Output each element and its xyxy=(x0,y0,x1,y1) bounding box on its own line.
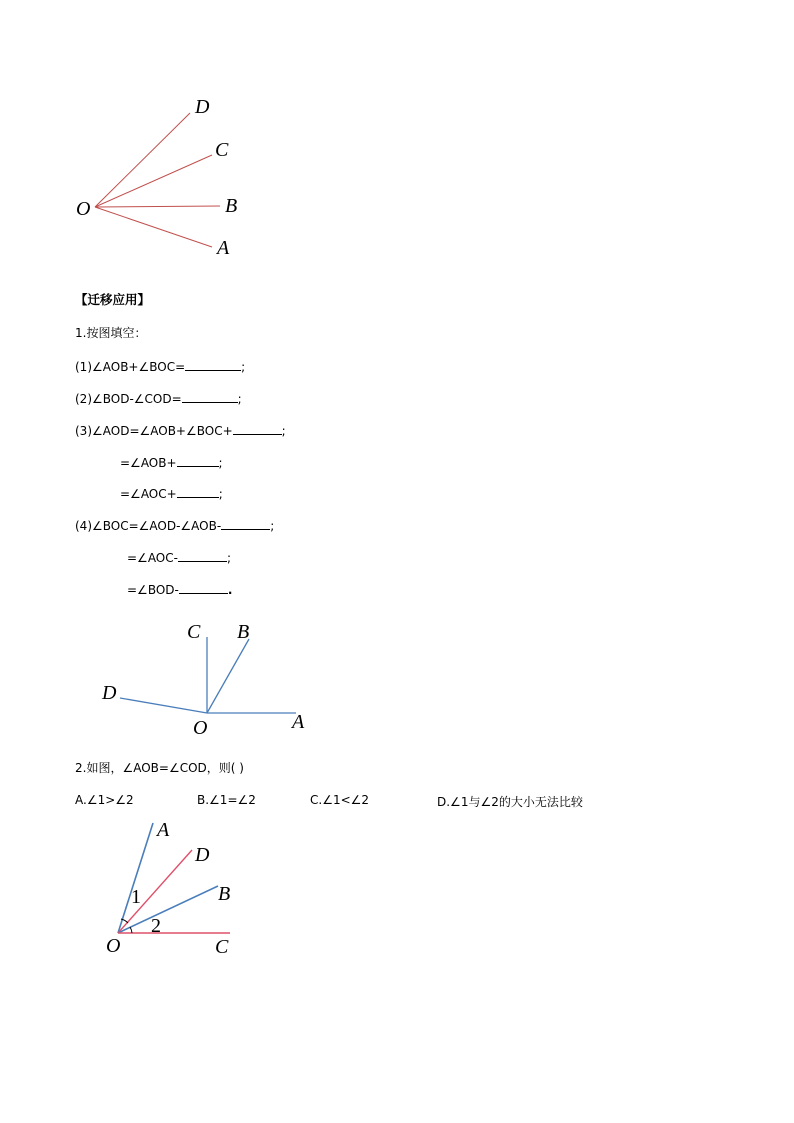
q1-item-3-end: ; xyxy=(281,424,286,438)
label-b: B xyxy=(237,621,250,643)
q1-item-2-end: ; xyxy=(237,392,242,406)
label-b: B xyxy=(218,883,231,905)
label-c: C xyxy=(215,936,229,958)
label-c: C xyxy=(187,621,201,643)
answer-blank-8[interactable] xyxy=(179,581,228,594)
ray-oa xyxy=(95,207,212,247)
label-d: D xyxy=(102,682,117,704)
q1-item-8-end: . xyxy=(227,583,233,597)
label-c: C xyxy=(215,139,229,161)
q1-item-5-end: ; xyxy=(218,487,223,501)
label-o: O xyxy=(76,198,91,220)
ray-od xyxy=(120,698,207,713)
answer-blank-4[interactable] xyxy=(177,454,219,467)
answer-blank-5[interactable] xyxy=(177,485,219,498)
q1-title: 1.按图填空： xyxy=(75,326,147,340)
q1-item-6-end: ; xyxy=(270,519,275,533)
q1-item-8-text: =∠BOD- xyxy=(127,583,179,597)
label-o: O xyxy=(106,935,121,957)
ray-ob xyxy=(207,639,249,713)
q1-item-5 xyxy=(120,485,223,502)
q1-item-7 xyxy=(127,549,231,566)
q1-item-2-text: (2)∠BOD-∠COD= xyxy=(75,392,182,406)
q1-item-4-end: ; xyxy=(218,456,223,470)
q1-item-2 xyxy=(75,390,242,407)
section-heading: 【迁移应用】 xyxy=(75,292,151,307)
angle-1-label: 1 xyxy=(131,886,141,908)
answer-blank-2[interactable] xyxy=(182,390,238,403)
option-b[interactable]: B.∠1=∠2 xyxy=(197,793,256,807)
figure-3-rays xyxy=(0,810,260,970)
angle-2-label: 2 xyxy=(151,915,161,937)
angle-arc-2 xyxy=(130,927,132,933)
answer-blank-1[interactable] xyxy=(185,358,241,371)
figure-1-rays xyxy=(0,0,300,280)
q1-item-1-text: (1)∠AOB+∠BOC= xyxy=(75,360,186,374)
q1-item-7-end: ; xyxy=(226,551,232,565)
option-a[interactable]: A.∠1>∠2 xyxy=(75,793,134,807)
answer-blank-6[interactable] xyxy=(221,517,270,530)
q1-item-1 xyxy=(75,358,245,375)
q1-item-4-text: =∠AOB+ xyxy=(120,456,177,470)
label-d: D xyxy=(195,96,210,118)
label-a: A xyxy=(292,711,305,733)
answer-blank-3[interactable] xyxy=(233,422,282,435)
label-d: D xyxy=(195,844,210,866)
label-o: O xyxy=(193,717,208,739)
label-a: A xyxy=(217,237,230,259)
q1-item-6-text: (4)∠BOC=∠AOD-∠AOB- xyxy=(75,519,222,533)
q1-item-3 xyxy=(75,422,286,439)
q1-item-5-text: =∠AOC+ xyxy=(120,487,177,501)
figure-2-rays xyxy=(0,610,340,745)
q1-item-4 xyxy=(120,454,223,471)
ray-ob xyxy=(95,206,220,207)
answer-blank-7[interactable] xyxy=(178,549,227,562)
label-b: B xyxy=(225,195,238,217)
label-a: A xyxy=(157,819,170,841)
q1-item-8 xyxy=(127,581,232,598)
q1-item-7-text: =∠AOC- xyxy=(127,551,178,565)
option-c[interactable]: C.∠1<∠2 xyxy=(310,793,370,807)
ray-od xyxy=(95,113,190,207)
q2-title: 2.如图，∠AOB=∠COD，则( ) xyxy=(75,761,244,775)
option-d[interactable]: D.∠1与∠2的大小无法比较 xyxy=(437,795,583,809)
q1-item-6 xyxy=(75,517,274,534)
q1-item-1-end: ; xyxy=(241,360,246,374)
ray-oa xyxy=(118,823,153,933)
ray-oc xyxy=(95,155,212,207)
q1-item-3-text: (3)∠AOD=∠AOB+∠BOC+ xyxy=(75,424,233,438)
